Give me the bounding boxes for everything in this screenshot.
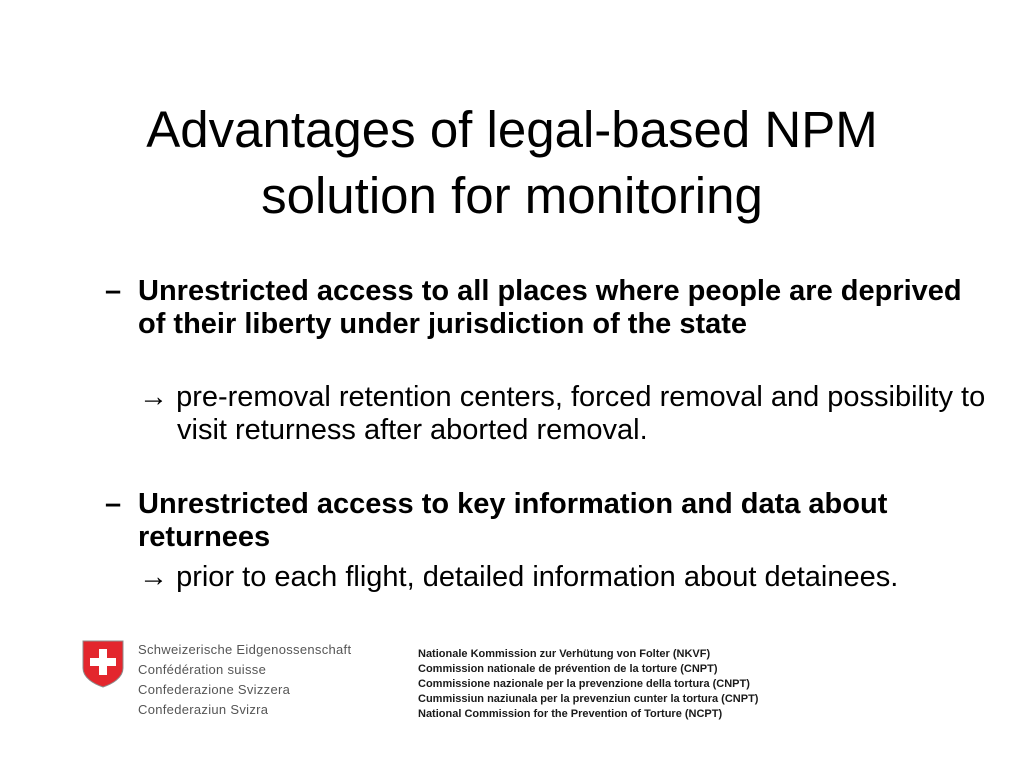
bullet-dash: – xyxy=(105,488,122,520)
wordmark-line: Confederazione Svizzera xyxy=(138,682,291,697)
sub-bullet-item xyxy=(139,381,997,447)
bullet-dash: – xyxy=(105,275,122,307)
sub-bullet-item xyxy=(139,561,997,594)
commission-line: National Commission for the Prevention of Torture (NCPT) xyxy=(418,708,723,720)
right-arrow-icon: → xyxy=(139,561,168,593)
swiss-cross-icon xyxy=(82,640,124,688)
bullet-text: Unrestricted access to all places where people are deprived of their liberty under jurisdiction of the state xyxy=(138,275,962,340)
commission-line: Cummissiun naziunala per la prevenziun cunter la tortura (CNPT) xyxy=(418,693,759,705)
swiss-shield-graphic xyxy=(82,640,124,688)
slide-title-line: solution for monitoring xyxy=(261,167,763,224)
right-arrow-icon: → xyxy=(139,381,168,413)
wordmark-line: Confédération suisse xyxy=(138,662,267,677)
swiss-confederation-wordmark xyxy=(138,640,351,720)
commission-names xyxy=(418,647,758,722)
commission-line: Commissione nazionale per la prevenzione della tortura (CNPT) xyxy=(418,678,750,690)
commission-line: Nationale Kommission zur Verhütung von Folter (NKVF) xyxy=(418,648,711,660)
slide-title xyxy=(60,97,964,229)
slide-title-line: Advantages of legal-based NPM xyxy=(146,101,878,158)
sub-bullet-text: prior to each flight, detailed information about detainees. xyxy=(176,561,899,593)
wordmark-line: Schweizerische Eidgenossenschaft xyxy=(138,642,352,657)
bullet-text: Unrestricted access to key information and data about returnees xyxy=(138,488,888,553)
wordmark-line: Confederaziun Svizra xyxy=(138,702,269,717)
sub-bullet-text: pre-removal retention centers, forced removal and possibility to visit returness after aborted removal. xyxy=(176,381,986,446)
bullet-item xyxy=(105,275,985,341)
bullet-item xyxy=(105,488,985,554)
commission-line: Commission nationale de prévention de la torture (CNPT) xyxy=(418,663,718,675)
